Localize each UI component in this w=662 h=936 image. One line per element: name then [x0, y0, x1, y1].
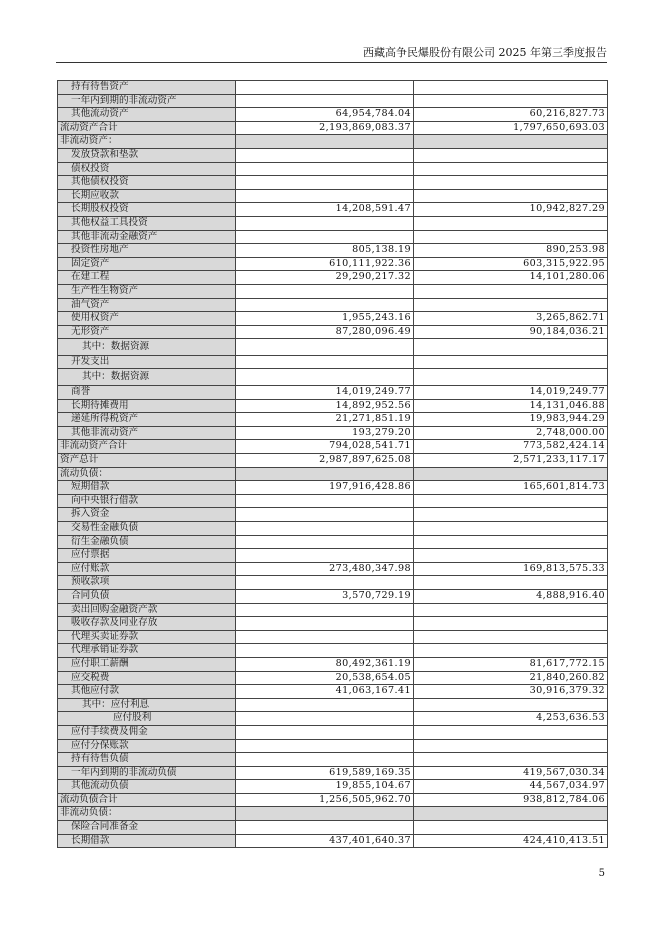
row-label: 其他权益工具投资 [58, 216, 236, 230]
row-label: 卖出回购金融资产款 [58, 603, 236, 617]
current-period-value [236, 644, 414, 658]
current-period-value [236, 135, 414, 149]
current-period-value [236, 807, 414, 821]
table-row [58, 148, 608, 162]
table-row [58, 589, 608, 603]
current-period-value [236, 698, 414, 712]
row-label: 流动负债： [58, 467, 236, 481]
prior-period-value: 14,131,046.88 [414, 399, 608, 413]
current-period-value: 1,955,243.16 [236, 312, 414, 326]
row-label: 持有待售负债 [58, 753, 236, 767]
current-period-value [236, 162, 414, 176]
current-period-value [236, 508, 414, 522]
table-row [58, 298, 608, 312]
current-period-value [236, 94, 414, 108]
prior-period-value [414, 522, 608, 536]
row-label: 在建工程 [58, 271, 236, 285]
prior-period-value [414, 176, 608, 190]
table-row [58, 81, 608, 95]
current-period-value [236, 617, 414, 631]
prior-period-value [414, 549, 608, 563]
table-row [58, 780, 608, 794]
current-period-value [236, 603, 414, 617]
row-label: 吸收存款及同业存放 [58, 617, 236, 631]
header-divider [56, 62, 607, 63]
current-period-value [236, 284, 414, 298]
table-row [58, 94, 608, 108]
row-label: 持有待售资产 [58, 81, 236, 95]
prior-period-value: 4,253,636.53 [414, 712, 608, 726]
row-label: 长期股权投资 [58, 203, 236, 217]
current-period-value: 21,271,851.19 [236, 413, 414, 427]
current-period-value [236, 494, 414, 508]
table-row [58, 807, 608, 821]
table-row [58, 834, 608, 848]
current-period-value [236, 522, 414, 536]
current-period-value: 19,855,104.67 [236, 780, 414, 794]
row-label: 流动负债合计 [58, 793, 236, 807]
row-label: 开发支出 [58, 355, 236, 369]
prior-period-value [414, 739, 608, 753]
row-label: 油气资产 [58, 298, 236, 312]
row-label: 长期应收款 [58, 189, 236, 203]
table-row [58, 467, 608, 481]
current-period-value: 3,570,729.19 [236, 589, 414, 603]
table-row [58, 325, 608, 339]
prior-period-value [414, 617, 608, 631]
row-label: 保险合同准备金 [58, 821, 236, 835]
current-period-value [236, 725, 414, 739]
current-period-value: 193,279.20 [236, 426, 414, 440]
table-row [58, 739, 608, 753]
row-label: 应付分保账款 [58, 739, 236, 753]
prior-period-value: 60,216,827.73 [414, 108, 608, 122]
row-label: 递延所得税资产 [58, 413, 236, 427]
current-period-value: 619,589,169.35 [236, 766, 414, 780]
prior-period-value [414, 753, 608, 767]
current-period-value: 29,290,217.32 [236, 271, 414, 285]
table-row [58, 369, 608, 386]
prior-period-value: 21,840,260.82 [414, 671, 608, 685]
table-row [58, 135, 608, 149]
row-label: 长期借款 [58, 834, 236, 848]
prior-period-value [414, 535, 608, 549]
table-row [58, 698, 608, 712]
table-row [58, 162, 608, 176]
row-label: 其中：数据资源 [58, 339, 236, 356]
current-period-value [236, 176, 414, 190]
prior-period-value [414, 467, 608, 481]
table-row [58, 121, 608, 135]
prior-period-value: 603,315,922.95 [414, 257, 608, 271]
current-period-value: 1,256,505,962.70 [236, 793, 414, 807]
prior-period-value [414, 135, 608, 149]
table-row [58, 454, 608, 468]
prior-period-value [414, 230, 608, 244]
prior-period-value: 10,942,827.29 [414, 203, 608, 217]
row-label: 债权投资 [58, 162, 236, 176]
current-period-value [236, 369, 414, 386]
table-row [58, 386, 608, 400]
table-row [58, 189, 608, 203]
table-row [58, 271, 608, 285]
current-period-value [236, 339, 414, 356]
prior-period-value [414, 630, 608, 644]
current-period-value [236, 630, 414, 644]
row-label: 合同负债 [58, 589, 236, 603]
current-period-value [236, 549, 414, 563]
current-period-value: 14,208,591.47 [236, 203, 414, 217]
table-row [58, 685, 608, 699]
prior-period-value: 4,888,916.40 [414, 589, 608, 603]
current-period-value: 197,916,428.86 [236, 481, 414, 495]
table-row [58, 230, 608, 244]
prior-period-value [414, 355, 608, 369]
table-row [58, 355, 608, 369]
balance-sheet-body [58, 81, 608, 848]
table-row [58, 766, 608, 780]
table-row [58, 339, 608, 356]
current-period-value [236, 753, 414, 767]
current-period-value [236, 535, 414, 549]
prior-period-value [414, 94, 608, 108]
prior-period-value: 773,582,424.14 [414, 440, 608, 454]
table-row [58, 753, 608, 767]
table-row [58, 413, 608, 427]
row-label: 向中央银行借款 [58, 494, 236, 508]
prior-period-value: 30,916,379.32 [414, 685, 608, 699]
current-period-value: 610,111,922.36 [236, 257, 414, 271]
table-row [58, 644, 608, 658]
row-label: 预收款项 [58, 576, 236, 590]
row-label: 资产总计 [58, 454, 236, 468]
prior-period-value: 19,983,944.29 [414, 413, 608, 427]
prior-period-value: 938,812,784.06 [414, 793, 608, 807]
current-period-value: 64,954,784.04 [236, 108, 414, 122]
prior-period-value [414, 576, 608, 590]
prior-period-value: 890,253.98 [414, 244, 608, 258]
current-period-value [236, 576, 414, 590]
prior-period-value: 165,601,814.73 [414, 481, 608, 495]
row-label: 其他应付款 [58, 685, 236, 699]
row-label: 其他流动资产 [58, 108, 236, 122]
current-period-value [236, 230, 414, 244]
current-period-value: 2,193,869,083.37 [236, 121, 414, 135]
table-row [58, 481, 608, 495]
current-period-value: 80,492,361.19 [236, 657, 414, 671]
table-row [58, 426, 608, 440]
current-period-value [236, 298, 414, 312]
table-row [58, 725, 608, 739]
current-period-value: 87,280,096.49 [236, 325, 414, 339]
row-label: 生产性生物资产 [58, 284, 236, 298]
current-period-value: 805,138.19 [236, 244, 414, 258]
table-row [58, 216, 608, 230]
table-row [58, 312, 608, 326]
row-label: 代理买卖证券款 [58, 630, 236, 644]
table-row [58, 617, 608, 631]
current-period-value: 14,892,952.56 [236, 399, 414, 413]
current-period-value [236, 216, 414, 230]
prior-period-value: 14,019,249.77 [414, 386, 608, 400]
row-label: 应付票据 [58, 549, 236, 563]
table-row [58, 522, 608, 536]
row-label: 应交税费 [58, 671, 236, 685]
current-period-value: 437,401,640.37 [236, 834, 414, 848]
prior-period-value [414, 508, 608, 522]
current-period-value [236, 355, 414, 369]
row-label: 衍生金融负债 [58, 535, 236, 549]
prior-period-value: 424,410,413.51 [414, 834, 608, 848]
prior-period-value: 2,571,233,117.17 [414, 454, 608, 468]
row-label: 其他债权投资 [58, 176, 236, 190]
table-row [58, 257, 608, 271]
prior-period-value [414, 494, 608, 508]
table-row [58, 712, 608, 726]
row-label: 短期借款 [58, 481, 236, 495]
row-label: 其他非流动资产 [58, 426, 236, 440]
table-row [58, 203, 608, 217]
prior-period-value: 169,813,575.33 [414, 562, 608, 576]
row-label: 非流动负债： [58, 807, 236, 821]
table-row [58, 244, 608, 258]
row-label: 应付账款 [58, 562, 236, 576]
row-label: 代理承销证券款 [58, 644, 236, 658]
row-label: 其他非流动金融资产 [58, 230, 236, 244]
page-number: 5 [598, 868, 605, 879]
table-row [58, 576, 608, 590]
prior-period-value [414, 81, 608, 95]
prior-period-value: 14,101,280.06 [414, 271, 608, 285]
prior-period-value: 3,265,862.71 [414, 312, 608, 326]
row-label: 交易性金融负债 [58, 522, 236, 536]
row-label: 应付手续费及佣金 [58, 725, 236, 739]
row-label: 流动资产合计 [58, 121, 236, 135]
table-row [58, 630, 608, 644]
row-label: 拆入资金 [58, 508, 236, 522]
current-period-value: 20,538,654.05 [236, 671, 414, 685]
table-row [58, 284, 608, 298]
prior-period-value [414, 821, 608, 835]
prior-period-value [414, 369, 608, 386]
table-row [58, 549, 608, 563]
table-row [58, 671, 608, 685]
table-row [58, 793, 608, 807]
row-label: 商誉 [58, 386, 236, 400]
prior-period-value [414, 725, 608, 739]
current-period-value [236, 81, 414, 95]
prior-period-value [414, 216, 608, 230]
row-label: 一年内到期的非流动负债 [58, 766, 236, 780]
prior-period-value [414, 339, 608, 356]
current-period-value [236, 821, 414, 835]
prior-period-value: 81,617,772.15 [414, 657, 608, 671]
prior-period-value [414, 298, 608, 312]
prior-period-value: 2,748,000.00 [414, 426, 608, 440]
row-label: 非流动资产合计 [58, 440, 236, 454]
row-label: 投资性房地产 [58, 244, 236, 258]
row-label: 应付股利 [58, 712, 236, 726]
current-period-value: 273,480,347.98 [236, 562, 414, 576]
prior-period-value [414, 162, 608, 176]
current-period-value: 41,063,167.41 [236, 685, 414, 699]
row-label: 一年内到期的非流动资产 [58, 94, 236, 108]
row-label: 其中：数据资源 [58, 369, 236, 386]
balance-sheet-table [57, 80, 608, 848]
prior-period-value [414, 284, 608, 298]
row-label: 其中：应付利息 [58, 698, 236, 712]
report-header-title: 西藏高争民爆股份有限公司 2025 年第三季度报告 [363, 46, 607, 59]
row-label: 固定资产 [58, 257, 236, 271]
table-row [58, 821, 608, 835]
table-row [58, 108, 608, 122]
table-row [58, 535, 608, 549]
table-row [58, 440, 608, 454]
current-period-value [236, 467, 414, 481]
row-label: 无形资产 [58, 325, 236, 339]
current-period-value [236, 739, 414, 753]
prior-period-value [414, 698, 608, 712]
table-row [58, 176, 608, 190]
table-row [58, 399, 608, 413]
current-period-value: 14,019,249.77 [236, 386, 414, 400]
prior-period-value [414, 189, 608, 203]
prior-period-value [414, 807, 608, 821]
prior-period-value [414, 148, 608, 162]
current-period-value [236, 189, 414, 203]
prior-period-value: 419,567,030.34 [414, 766, 608, 780]
current-period-value: 794,028,541.71 [236, 440, 414, 454]
row-label: 非流动资产： [58, 135, 236, 149]
row-label: 发放贷款和垫款 [58, 148, 236, 162]
table-row [58, 562, 608, 576]
current-period-value [236, 712, 414, 726]
table-row [58, 657, 608, 671]
table-row [58, 494, 608, 508]
row-label: 使用权资产 [58, 312, 236, 326]
row-label: 其他流动负债 [58, 780, 236, 794]
current-period-value: 2,987,897,625.08 [236, 454, 414, 468]
row-label: 应付职工薪酬 [58, 657, 236, 671]
prior-period-value [414, 603, 608, 617]
table-row [58, 508, 608, 522]
table-row [58, 603, 608, 617]
prior-period-value [414, 644, 608, 658]
row-label: 长期待摊费用 [58, 399, 236, 413]
current-period-value [236, 148, 414, 162]
prior-period-value: 1,797,650,693.03 [414, 121, 608, 135]
prior-period-value: 90,184,036.21 [414, 325, 608, 339]
prior-period-value: 44,567,034.97 [414, 780, 608, 794]
